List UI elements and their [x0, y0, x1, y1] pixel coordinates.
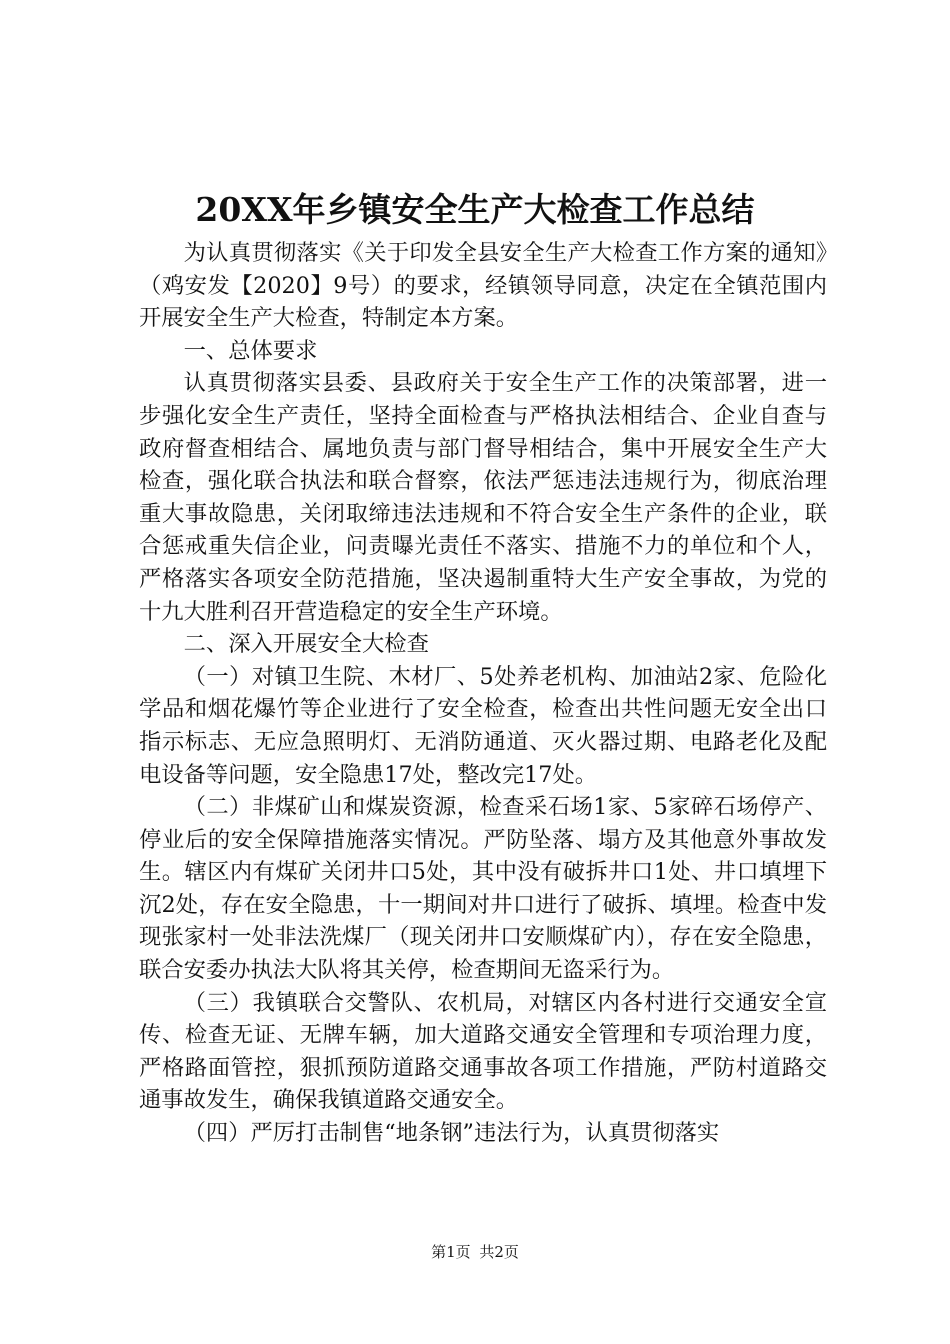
page-footer [0, 1242, 950, 1262]
paragraph-general-requirements: 认真贯彻落实县委、县政府关于安全生产工作的决策部署，进一步强化安全生产责任，坚持全面检查与严格执法相结合、企业自查与政府督查相结合、属地负责与部门督导相结合，集中开展安全生产大检查，强化联合执法和联合督察，依法严惩违法违规行为，彻底治理重大事故隐患，关闭取缔违法违规和不符合安全生产条件的企业，联合惩戒重失信企业，问责曝光责任不落实、措施不力的单位和个人，严格落实各项安全防范措施，坚决遏制重特大生产安全事故，为党的十九大胜利召开营造稳定的安全生产环境。 [139, 370, 827, 625]
heading-safety-inspection: 二、深入开展安全大检查 [183, 631, 429, 658]
paragraph-item-2: （二）非煤矿山和煤炭资源，检查采石场1家、5家碎石场停产、停业后的安全保障措施落实情况。严防坠落、塌方及其他意外事故发生。辖区内有煤矿关闭井口5处，其中没有破拆井口1处、井口填埋下沉2处，存在安全隐患，十一期间对井口进行了破拆、填埋。检查中发现张家村一处非法洗煤厂（现关闭井口安顺煤矿内），存在安全隐患，联合安委办执法大队将其关停，检查期间无盗采行为。 [139, 794, 827, 984]
paragraph-intro: 为认真贯彻落实《关于印发全县安全生产大检查工作方案的通知》（鸡安发【2020】9号）的要求，经镇领导同意，决定在全镇范围内开展安全生产大检查，特制定本方案。 [139, 240, 827, 332]
paragraph-item-4: （四）严厉打击制售“地条钢”违法行为，认真贯彻落实 [183, 1120, 720, 1147]
page-total: 共2页 [479, 1243, 519, 1261]
document-title: 20XX年乡镇安全生产大检查工作总结 [195, 190, 755, 229]
page-number: 第1页 [431, 1243, 471, 1261]
heading-general-requirements: 一、总体要求 [183, 337, 318, 364]
paragraph-item-3: （三）我镇联合交警队、农机局，对辖区内各村进行交通安全宣传、检查无证、无牌车辆，加大道路交通安全管理和专项治理力度，严格路面管控，狠抓预防道路交通事故各项工作措施，严防村道路交通事故发生，确保我镇道路交通安全。 [139, 989, 827, 1114]
paragraph-item-1: （一）对镇卫生院、木材厂、5处养老机构、加油站2家、危险化学品和烟花爆竹等企业进行了安全检查，检查出共性问题无安全出口指示标志、无应急照明灯、无消防通道、灭火器过期、电路老化及配电设备等问题，安全隐患17处，整改完17处。 [139, 663, 827, 788]
document-body [139, 237, 827, 1150]
